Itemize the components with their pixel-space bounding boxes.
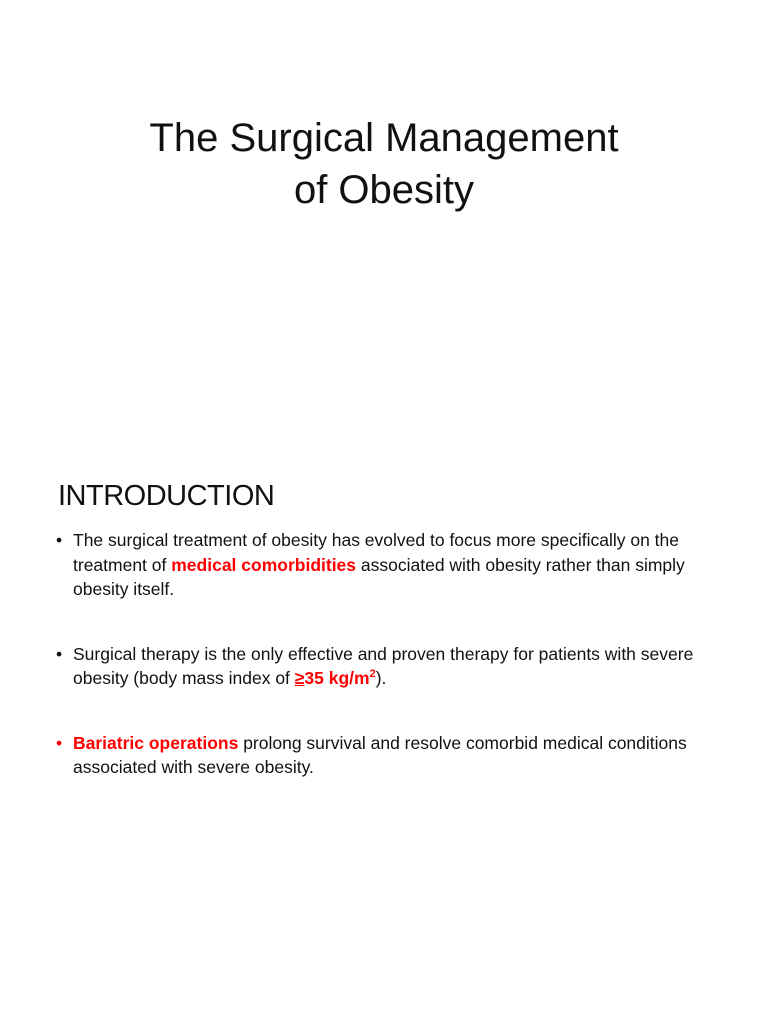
bullet-dot: • [56,530,63,550]
bullet-1-highlight: medical comorbidities [171,554,357,575]
bullet-2-geq-symbol: ≥ [294,668,305,688]
slide-title-line-1: The Surgical Management [149,116,619,160]
bullet-1-text-after: associated with obesity rather than simply obesity itself. [73,554,685,599]
bullet-list [56,528,728,780]
bullet-item-1 [56,528,728,602]
bullet-dot: • [56,643,63,664]
bullet-item-2 [56,642,728,691]
slide-title [0,112,768,216]
section-heading: INTRODUCTION [58,480,275,512]
bullet-1-text-before: The surgical treatment of obesity has evolved to focus more specifically on the treatment of [73,530,679,575]
bullet-2-text-after: ). [375,668,387,688]
bullet-2-bmi-superscript: 2 [369,668,376,681]
bullet-3-highlight: Bariatric operations [73,732,239,753]
bullet-3-text-after: prolong survival and resolve comorbid medical conditions associated with severe obesity. [73,732,687,777]
slide-title-line-2: of Obesity [293,168,475,212]
bullet-2-text-before: Surgical therapy is the only effective and proven therapy for patients with severe obesity (body mass index of [73,643,694,688]
bullet-2-bmi-value: 35 kg/m [304,668,370,688]
bullet-item-3 [56,731,728,780]
bullet-dot: • [56,732,63,753]
